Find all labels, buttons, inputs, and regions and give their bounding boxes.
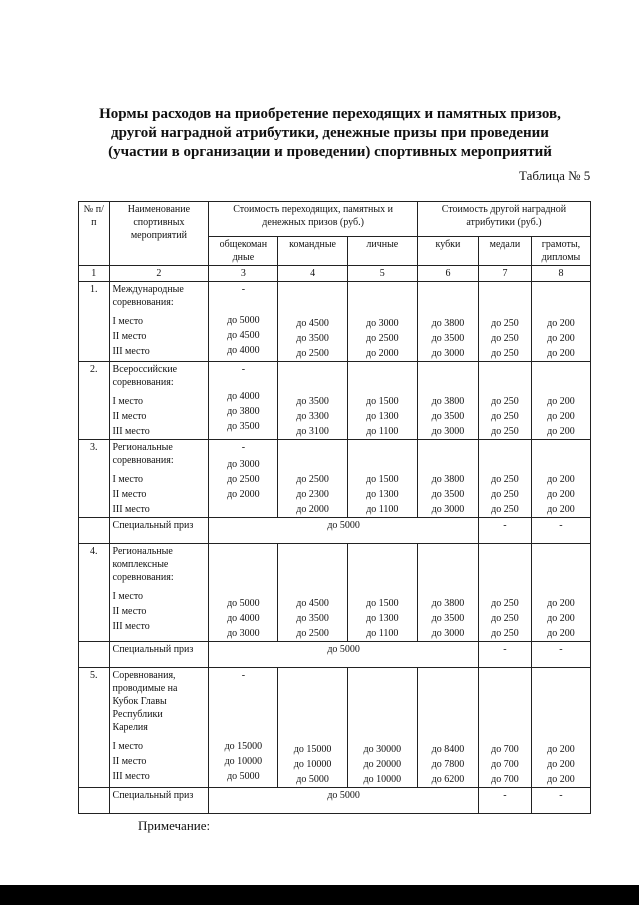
value-text: до 200 [547, 504, 575, 515]
value-text: до 200 [547, 348, 575, 359]
header-col-medals: медали [478, 237, 531, 266]
place-label: I место [112, 316, 144, 327]
value-cell [209, 544, 278, 642]
section-name [109, 544, 209, 642]
value-text: до 1300 [366, 613, 399, 624]
place-label: III место [112, 426, 150, 437]
value-text: до 250 [491, 318, 519, 329]
value-cell [417, 544, 478, 642]
value-cell [417, 362, 478, 440]
column-number-row [79, 266, 591, 282]
section-name-line: соревнования: [112, 297, 174, 308]
value-text: до 15000 [293, 744, 332, 755]
header-col-diplomas: грамоты, дипломы [531, 237, 590, 266]
value-text: до 200 [547, 489, 575, 500]
section-row [79, 362, 591, 440]
value-text: до 20000 [363, 759, 402, 770]
section-name-line: соревнования: [112, 377, 174, 388]
section-number: 3. [79, 440, 110, 518]
col-number: 7 [478, 266, 531, 282]
value-text: до 200 [547, 774, 575, 785]
section-row [79, 282, 591, 362]
value-text: до 3000 [366, 318, 399, 329]
value-text: до 250 [491, 598, 519, 609]
value-text: до 4500 [296, 598, 329, 609]
value-text: до 4000 [227, 613, 260, 624]
value-text: до 250 [491, 504, 519, 515]
place-label: III место [112, 346, 150, 357]
spacer [212, 682, 274, 738]
spacer [212, 376, 274, 388]
table-label: Таблица № 5 [519, 168, 591, 183]
col-number: 4 [278, 266, 347, 282]
col-number: 5 [347, 266, 417, 282]
value-text: до 5000 [227, 771, 260, 782]
header-group-prizes: Стоимость переходящих, памятных и денежных призов (руб.) [209, 202, 418, 237]
value-text: до 200 [547, 613, 575, 624]
value-cell [531, 362, 590, 440]
header-col-team: командные [278, 237, 347, 266]
section-name-line: проводимые на [112, 683, 178, 694]
value-text: до 1500 [366, 474, 399, 485]
value-text: до 3500 [296, 613, 329, 624]
title-line-1: Нормы расходов на приобретение переходящих и памятных призов, [99, 106, 561, 122]
value-cell [209, 668, 278, 788]
place-label: II место [112, 756, 147, 767]
value-text: до 250 [491, 426, 519, 437]
value-cell [347, 362, 417, 440]
empty-cell [79, 642, 110, 668]
special-prize-label: Специальный приз [109, 788, 209, 814]
value-cell [347, 544, 417, 642]
value-text: до 5000 [227, 598, 260, 609]
value-cell [417, 440, 478, 518]
value-cell [478, 668, 531, 788]
dash-mark: - [531, 642, 590, 668]
value-cell [347, 282, 417, 362]
value-cell [278, 668, 347, 788]
value-cell [478, 544, 531, 642]
value-text: до 30000 [363, 744, 402, 755]
value-text: до 200 [547, 598, 575, 609]
value-cell [478, 440, 531, 518]
section-number: 4. [79, 544, 110, 642]
header-col-personal: личные [347, 237, 417, 266]
value-text: до 200 [547, 411, 575, 422]
value-text: до 2500 [296, 474, 329, 485]
value-cell [347, 668, 417, 788]
special-prize-row [79, 518, 591, 544]
value-cell [209, 362, 278, 440]
value-text: до 3500 [431, 411, 465, 422]
value-cell [278, 440, 347, 518]
empty-cell [79, 788, 110, 814]
value-text: до 15000 [224, 741, 263, 752]
value-text: до 3500 [431, 613, 465, 624]
col-number: 6 [417, 266, 478, 282]
section-number: 5. [79, 668, 110, 788]
value-text: до 2000 [296, 504, 329, 515]
value-text: до 3800 [431, 598, 465, 609]
value-text: до 8400 [431, 744, 465, 755]
value-cell [278, 362, 347, 440]
section-name-line: соревнования: [112, 572, 174, 583]
value-text: до 200 [547, 759, 575, 770]
value-text: до 3800 [431, 318, 465, 329]
value-text: до 200 [547, 474, 575, 485]
value-cell [417, 282, 478, 362]
section-name-line: Республики [112, 709, 163, 720]
value-text: до 5000 [296, 774, 329, 785]
col-number: 8 [531, 266, 590, 282]
dash-mark: - [478, 518, 531, 544]
special-prize-value: до 5000 [209, 518, 479, 544]
value-text: до 200 [547, 333, 575, 344]
value-cell [531, 282, 590, 362]
value-text: до 1300 [366, 411, 399, 422]
section-name-line: соревнования: [112, 455, 174, 466]
header-col-cups: кубки [417, 237, 478, 266]
place-label: I место [112, 474, 144, 485]
value-text: до 1100 [366, 426, 399, 437]
section-name [109, 362, 209, 440]
value-text: до 3800 [227, 406, 260, 417]
place-label: II место [112, 606, 147, 617]
value-text: до 200 [547, 426, 575, 437]
section-name-line: Соревнования, [112, 670, 176, 681]
special-prize-value: до 5000 [209, 788, 479, 814]
section-row [79, 544, 591, 642]
scan-bottom-border [0, 885, 639, 905]
value-text: до 3500 [296, 396, 329, 407]
document-title [90, 105, 570, 162]
special-prize-label: Специальный приз [109, 642, 209, 668]
value-text: до 1300 [366, 489, 399, 500]
value-text: до 4000 [227, 391, 260, 402]
dash-mark: - [241, 364, 246, 375]
place-label: II место [112, 489, 147, 500]
value-text: до 2500 [296, 348, 329, 359]
value-text: до 10000 [293, 759, 332, 770]
place-label: III место [112, 504, 150, 515]
value-cell [478, 362, 531, 440]
value-text: до 1500 [366, 598, 399, 609]
value-text: до 3800 [431, 474, 465, 485]
value-text: до 250 [491, 348, 519, 359]
value-cell [417, 668, 478, 788]
value-text: до 1500 [366, 396, 399, 407]
value-text: до 6200 [431, 774, 465, 785]
place-label: I место [112, 591, 144, 602]
value-text: до 3000 [431, 628, 465, 639]
spacer [212, 296, 274, 312]
value-cell [531, 440, 590, 518]
dash-mark: - [241, 284, 246, 295]
value-text: до 200 [547, 744, 575, 755]
section-number: 1. [79, 282, 110, 362]
value-text: до 3500 [227, 421, 260, 432]
place-label: II место [112, 331, 147, 342]
value-text: до 10000 [224, 756, 263, 767]
dash-mark: - [478, 642, 531, 668]
empty-cell [79, 518, 110, 544]
value-text: до 3000 [431, 348, 465, 359]
value-text: до 250 [491, 411, 519, 422]
value-text: до 250 [491, 396, 519, 407]
value-text: до 700 [491, 774, 519, 785]
norms-table [78, 201, 591, 814]
value-text: до 3000 [227, 459, 260, 470]
value-text: до 250 [491, 489, 519, 500]
value-text: до 700 [491, 759, 519, 770]
section-name-line: Карелия [112, 722, 148, 733]
col-number: 1 [79, 266, 110, 282]
value-text: до 250 [491, 474, 519, 485]
section-name-line: Всероссийские [112, 364, 178, 375]
place-label: II место [112, 411, 147, 422]
value-text: до 200 [547, 396, 575, 407]
place-label: III место [112, 771, 150, 782]
spacer [212, 454, 274, 456]
dash-mark: - [241, 670, 246, 681]
section-name-line: Международные [112, 284, 184, 295]
section-name [109, 668, 209, 788]
value-cell [478, 282, 531, 362]
place-label: III место [112, 621, 150, 632]
value-text: до 2500 [296, 628, 329, 639]
section-name-line: Региональные [112, 546, 173, 557]
note-label: Примечание: [138, 818, 211, 833]
section-name [109, 282, 209, 362]
value-text: до 200 [547, 628, 575, 639]
value-text: до 4500 [227, 330, 260, 341]
value-text: до 1100 [366, 504, 399, 515]
special-prize-row [79, 788, 591, 814]
value-text: до 250 [491, 613, 519, 624]
value-cell [209, 282, 278, 362]
section-row [79, 440, 591, 518]
value-cell [531, 544, 590, 642]
header-num: № п/п [79, 202, 110, 266]
value-text: до 3500 [431, 489, 465, 500]
value-text: до 2000 [366, 348, 399, 359]
special-prize-row [79, 642, 591, 668]
value-text: до 3000 [431, 426, 465, 437]
value-text: до 5000 [227, 315, 260, 326]
value-cell [278, 282, 347, 362]
dash-mark: - [478, 788, 531, 814]
header-name: Наименование спортивных мероприятий [109, 202, 209, 266]
col-number: 2 [109, 266, 209, 282]
title-line-2: другой наградной атрибутики, денежные призы при проведении [111, 125, 549, 141]
value-text: до 3000 [431, 504, 465, 515]
value-text: до 3300 [296, 411, 329, 422]
section-name-line: комплексные [112, 559, 169, 570]
section-name-line: Региональные [112, 442, 173, 453]
value-text: до 1100 [366, 628, 399, 639]
header-col-team-overall: общекоман дные [209, 237, 278, 266]
special-prize-label: Специальный приз [109, 518, 209, 544]
value-text: до 200 [547, 318, 575, 329]
value-cell [278, 544, 347, 642]
col-number: 3 [209, 266, 278, 282]
value-text: до 2500 [366, 333, 399, 344]
value-text: до 3000 [227, 628, 260, 639]
header-group-attributes: Стоимость другой наградной атрибутики (руб.) [417, 202, 590, 237]
title-line-3: (участии в организации и проведении) спортивных мероприятий [108, 144, 552, 160]
value-text: до 4000 [227, 345, 260, 356]
value-text: до 4500 [296, 318, 329, 329]
value-cell [531, 668, 590, 788]
value-text: до 2500 [227, 474, 260, 485]
value-text: до 3500 [431, 333, 465, 344]
dash-mark: - [531, 518, 590, 544]
dash-mark: - [241, 442, 246, 453]
special-prize-value: до 5000 [209, 642, 479, 668]
value-cell [209, 440, 278, 518]
section-name [109, 440, 209, 518]
value-text: до 3100 [296, 426, 329, 437]
section-number: 2. [79, 362, 110, 440]
dash-mark: - [531, 788, 590, 814]
value-text: до 700 [491, 744, 519, 755]
place-label: I место [112, 741, 144, 752]
value-text: до 250 [491, 333, 519, 344]
value-text: до 3800 [431, 396, 465, 407]
value-text: до 2300 [296, 489, 329, 500]
value-text: до 250 [491, 628, 519, 639]
value-text: до 7800 [431, 759, 465, 770]
value-text: до 3500 [296, 333, 329, 344]
place-label: I место [112, 396, 144, 407]
section-name-line: Кубок Главы [112, 696, 167, 707]
value-text: до 2000 [227, 489, 260, 500]
value-text: до 10000 [363, 774, 402, 785]
value-cell [347, 440, 417, 518]
section-row [79, 668, 591, 788]
